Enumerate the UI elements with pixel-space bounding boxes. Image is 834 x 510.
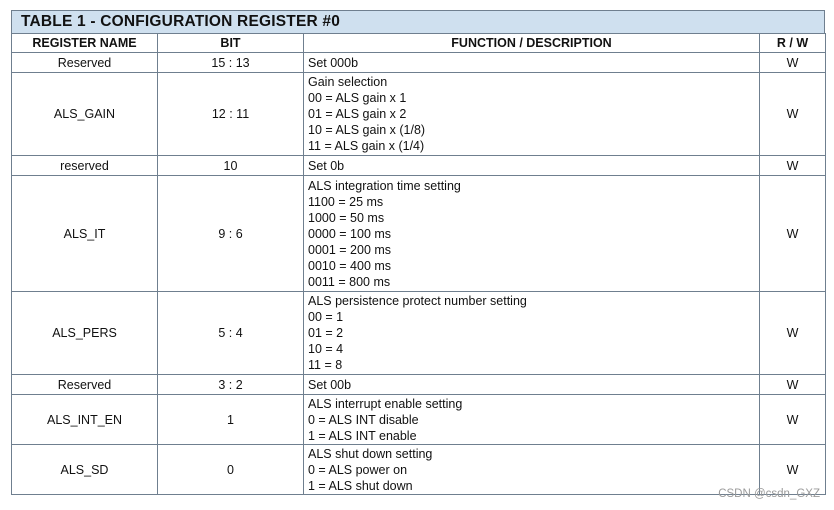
configuration-register-table: [11, 33, 826, 495]
description-cell: [304, 395, 760, 445]
table-row: [12, 176, 826, 292]
bit-cell: 9 : 6: [158, 176, 304, 292]
description-line: 10 = 4: [308, 342, 344, 356]
bit-cell: 12 : 11: [158, 73, 304, 156]
description-cell: [304, 176, 760, 292]
description-line: 0010 = 400 ms: [308, 258, 392, 273]
description-line: 01 = 2: [308, 326, 344, 340]
header-rw: R / W: [760, 34, 826, 53]
rw-cell: W: [760, 156, 826, 176]
register-name-cell: ALS_PERS: [12, 292, 158, 375]
rw-cell: W: [760, 176, 826, 292]
register-table-container: [11, 10, 825, 495]
register-name-cell: ALS_SD: [12, 445, 158, 495]
table-title: TABLE 1 - CONFIGURATION REGISTER #0: [11, 10, 825, 33]
bit-cell: 10: [158, 156, 304, 176]
description-line: 00 = ALS gain x 1: [308, 91, 407, 105]
table-row: [12, 292, 826, 375]
table-row: [12, 53, 826, 73]
bit-cell: 0: [158, 445, 304, 495]
description-line: 10 = ALS gain x (1/8): [308, 123, 426, 137]
description-cell: [304, 445, 760, 495]
description-line: 0 = ALS power on: [308, 462, 408, 477]
description-line: 11 = 8: [308, 358, 343, 372]
description-line: ALS integration time setting: [308, 178, 461, 193]
table-body: [12, 53, 826, 495]
bit-cell: 15 : 13: [158, 53, 304, 73]
description-line: 0 = ALS INT disable: [308, 412, 419, 427]
description-line: 1 = ALS shut down: [308, 478, 413, 493]
description-cell: [304, 53, 760, 73]
description-line: 00 = 1: [308, 310, 344, 324]
rw-cell: W: [760, 395, 826, 445]
description-line: 0001 = 200 ms: [308, 242, 392, 257]
description-line: 1100 = 25 ms: [308, 194, 384, 209]
register-name-cell: Reserved: [12, 375, 158, 395]
table-row: [12, 156, 826, 176]
description-line: Gain selection: [308, 75, 388, 89]
bit-cell: 1: [158, 395, 304, 445]
description-line: ALS persistence protect number setting: [308, 294, 527, 308]
description-line: ALS interrupt enable setting: [308, 396, 463, 411]
description-line: Set 00b: [308, 377, 352, 392]
table-row: [12, 73, 826, 156]
watermark: CSDN @csdn_GXZ: [718, 488, 820, 500]
description-line: 0011 = 800 ms: [308, 274, 391, 289]
description-line: 1000 = 50 ms: [308, 210, 385, 225]
register-name-cell: ALS_INT_EN: [12, 395, 158, 445]
register-name-cell: Reserved: [12, 53, 158, 73]
description-line: 0000 = 100 ms: [308, 226, 392, 241]
description-line: 1 = ALS INT enable: [308, 428, 417, 443]
register-name-cell: ALS_GAIN: [12, 73, 158, 156]
table-row: [12, 375, 826, 395]
description-line: ALS shut down setting: [308, 446, 433, 461]
bit-cell: 5 : 4: [158, 292, 304, 375]
rw-cell: W: [760, 73, 826, 156]
description-line: Set 0b: [308, 158, 345, 173]
header-register-name: REGISTER NAME: [12, 34, 158, 53]
description-cell: [304, 375, 760, 395]
table-row: [12, 445, 826, 495]
rw-cell: W: [760, 53, 826, 73]
header-function: FUNCTION / DESCRIPTION: [304, 34, 760, 53]
bit-cell: 3 : 2: [158, 375, 304, 395]
table-row: [12, 395, 826, 445]
register-name-cell: reserved: [12, 156, 158, 176]
register-name-cell: ALS_IT: [12, 176, 158, 292]
description-cell: [304, 156, 760, 176]
description-cell: [304, 73, 760, 156]
description-cell: [304, 292, 760, 375]
description-line: 11 = ALS gain x (1/4): [308, 139, 425, 153]
rw-cell: W: [760, 445, 826, 495]
rw-cell: W: [760, 292, 826, 375]
description-line: Set 000b: [308, 55, 359, 70]
table-header-row: [12, 34, 826, 53]
description-line: 01 = ALS gain x 2: [308, 107, 407, 121]
rw-cell: W: [760, 375, 826, 395]
header-bit: BIT: [158, 34, 304, 53]
